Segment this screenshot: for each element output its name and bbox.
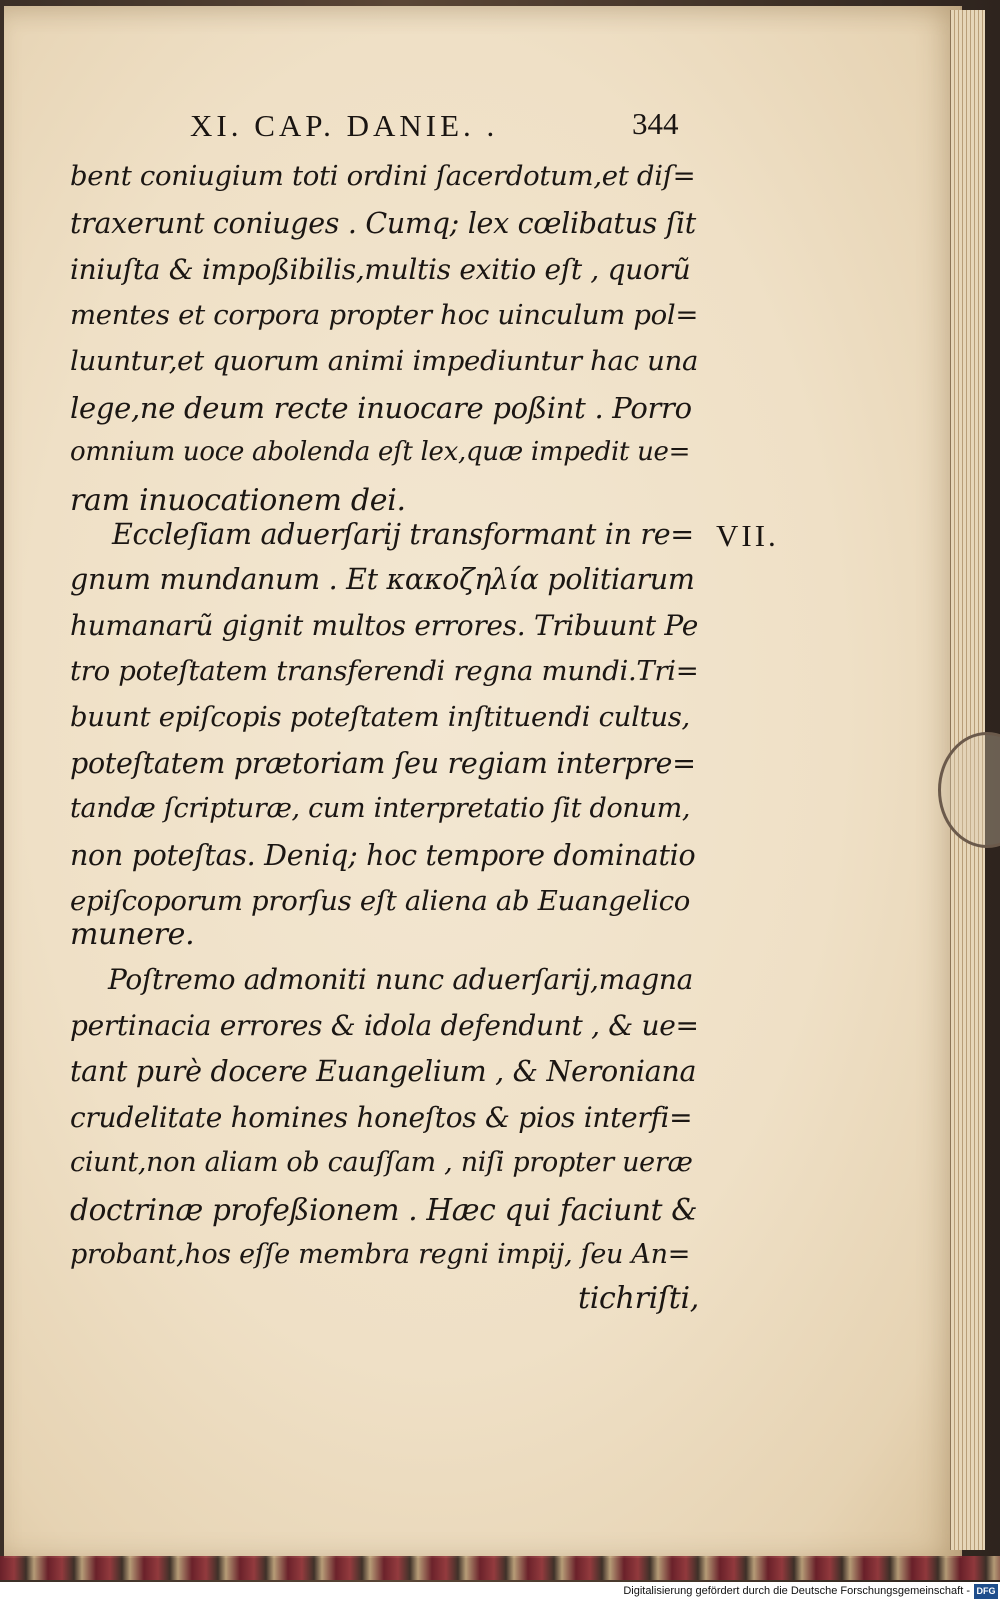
text-line: probant,hos eſſe membra regni impij, ſeu An=	[70, 1239, 691, 1270]
text-line: gnum mundanum . Et κακοζηλία politiarum	[70, 563, 695, 596]
text-line: mentes et corpora propter hoc uinculum pol=	[70, 299, 699, 331]
text-line: tro poteſtatem transferendi regna mundi.Tri=	[70, 655, 699, 687]
footer-credit: Digitalisierung gefördert durch die Deutsche Forschungsgemeinschaft -	[623, 1585, 970, 1597]
text-line: doctrinæ profeßionem . Hæc qui faciunt &	[70, 1193, 698, 1227]
text-line: Eccleſiam aduerſarij transformant in re=	[112, 518, 694, 551]
text-line: luuntur,et quorum animi impediuntur hac una	[70, 345, 699, 377]
text-line: humanarũ gignit multos errores. Tribuunt Pe	[70, 609, 698, 642]
text-line: traxerunt coniuges . Cumq; lex cœlibatus ſit	[70, 207, 696, 240]
text-line: non poteſtas. Deniq; hoc tempore dominatio	[70, 839, 696, 872]
text-line: ram inuocationem dei.	[70, 483, 406, 518]
footer-bar	[0, 1582, 1000, 1602]
binding-strip	[0, 1556, 1000, 1580]
text-line: tandæ ſcripturæ, cum interpretatio ſit donum,	[70, 793, 691, 824]
text-line: Poſtremo admoniti nunc aduerſarij,magna	[108, 963, 694, 996]
text-line: omnium uoce abolenda eſt lex,quæ impedit ue=	[70, 437, 691, 467]
page-number: 344	[632, 106, 679, 141]
text-line: iniuſta & impoßibilis,multis exitio eſt , quorũ	[70, 253, 691, 286]
text-line: crudelitate homines honeſtos & pios interfi=	[70, 1101, 693, 1134]
margin-note: VII.	[716, 518, 779, 553]
text-line: poteſtatem prætoriam ſeu regiam interpre=	[70, 747, 696, 780]
text-line: pertinacia errores & idola defendunt , & ue=	[70, 1009, 699, 1042]
text-line: epiſcoporum prorſus eſt aliena ab Euangelico	[70, 885, 691, 917]
text-line: munere.	[70, 917, 195, 952]
text-line: tant purè docere Euangelium , & Neroniana	[70, 1055, 697, 1088]
running-head: XI. CAP. DANIE. .	[190, 108, 499, 143]
text-line: buunt epiſcopis poteſtatem inſtituendi cultus,	[70, 701, 690, 733]
text-line: lege,ne deum recte inuocare poßint . Porro	[70, 391, 692, 425]
text-line: ciunt,non aliam ob cauſſam , niſi propter ueræ	[70, 1147, 693, 1178]
text-line: tichriſti,	[578, 1281, 699, 1316]
dfg-logo: DFG	[974, 1584, 998, 1599]
text-line: bent coniugium toti ordini ſacerdotum,et diſ=	[70, 160, 696, 192]
